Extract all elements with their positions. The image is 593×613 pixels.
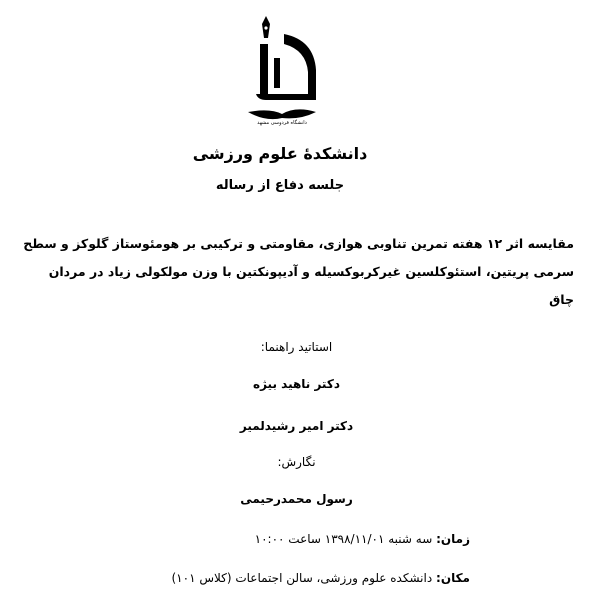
author-name: رسول محمدرحیمی — [240, 492, 353, 506]
session-title: جلسه دفاع از رساله — [215, 178, 345, 193]
faculty-name: دانشکدهٔ علوم ورزشی — [192, 144, 368, 163]
time-label: زمان: — [436, 532, 470, 546]
place-value: دانشکده علوم ورزشی، سالن اجتماعات (کلاس ۱۰۱) — [171, 571, 433, 585]
session-place — [140, 571, 470, 585]
logo-caption-script — [248, 109, 316, 119]
author-label: نگارش: — [277, 455, 316, 469]
university-logo — [240, 14, 324, 126]
advisor-name: دکتر ناهید بیژه — [253, 377, 340, 391]
place-label: مکان: — [436, 571, 470, 585]
session-time — [140, 532, 470, 546]
time-value: سه شنبه ۱۳۹۸/۱۱/۰۱ ساعت ۱۰:۰۰ — [254, 532, 433, 546]
logo-caption: دانشگاه فردوسی مشهد — [257, 120, 307, 126]
thesis-title: مقایسه اثر ۱۲ هفته تمرین تناوبی هوازی، مقاومتی و ترکیبی بر هومئوستاز گلوکز و سطح سرمی پریتین، استئوکلسین غیرکربوکسیله و آدیپونکتین با وزن مولکولی زیاد در مردان چاق — [23, 236, 574, 307]
advisors-label: استاتید راهنما: — [260, 340, 333, 354]
advisor-name: دکتر امیر رشیدلمیر — [239, 419, 354, 433]
